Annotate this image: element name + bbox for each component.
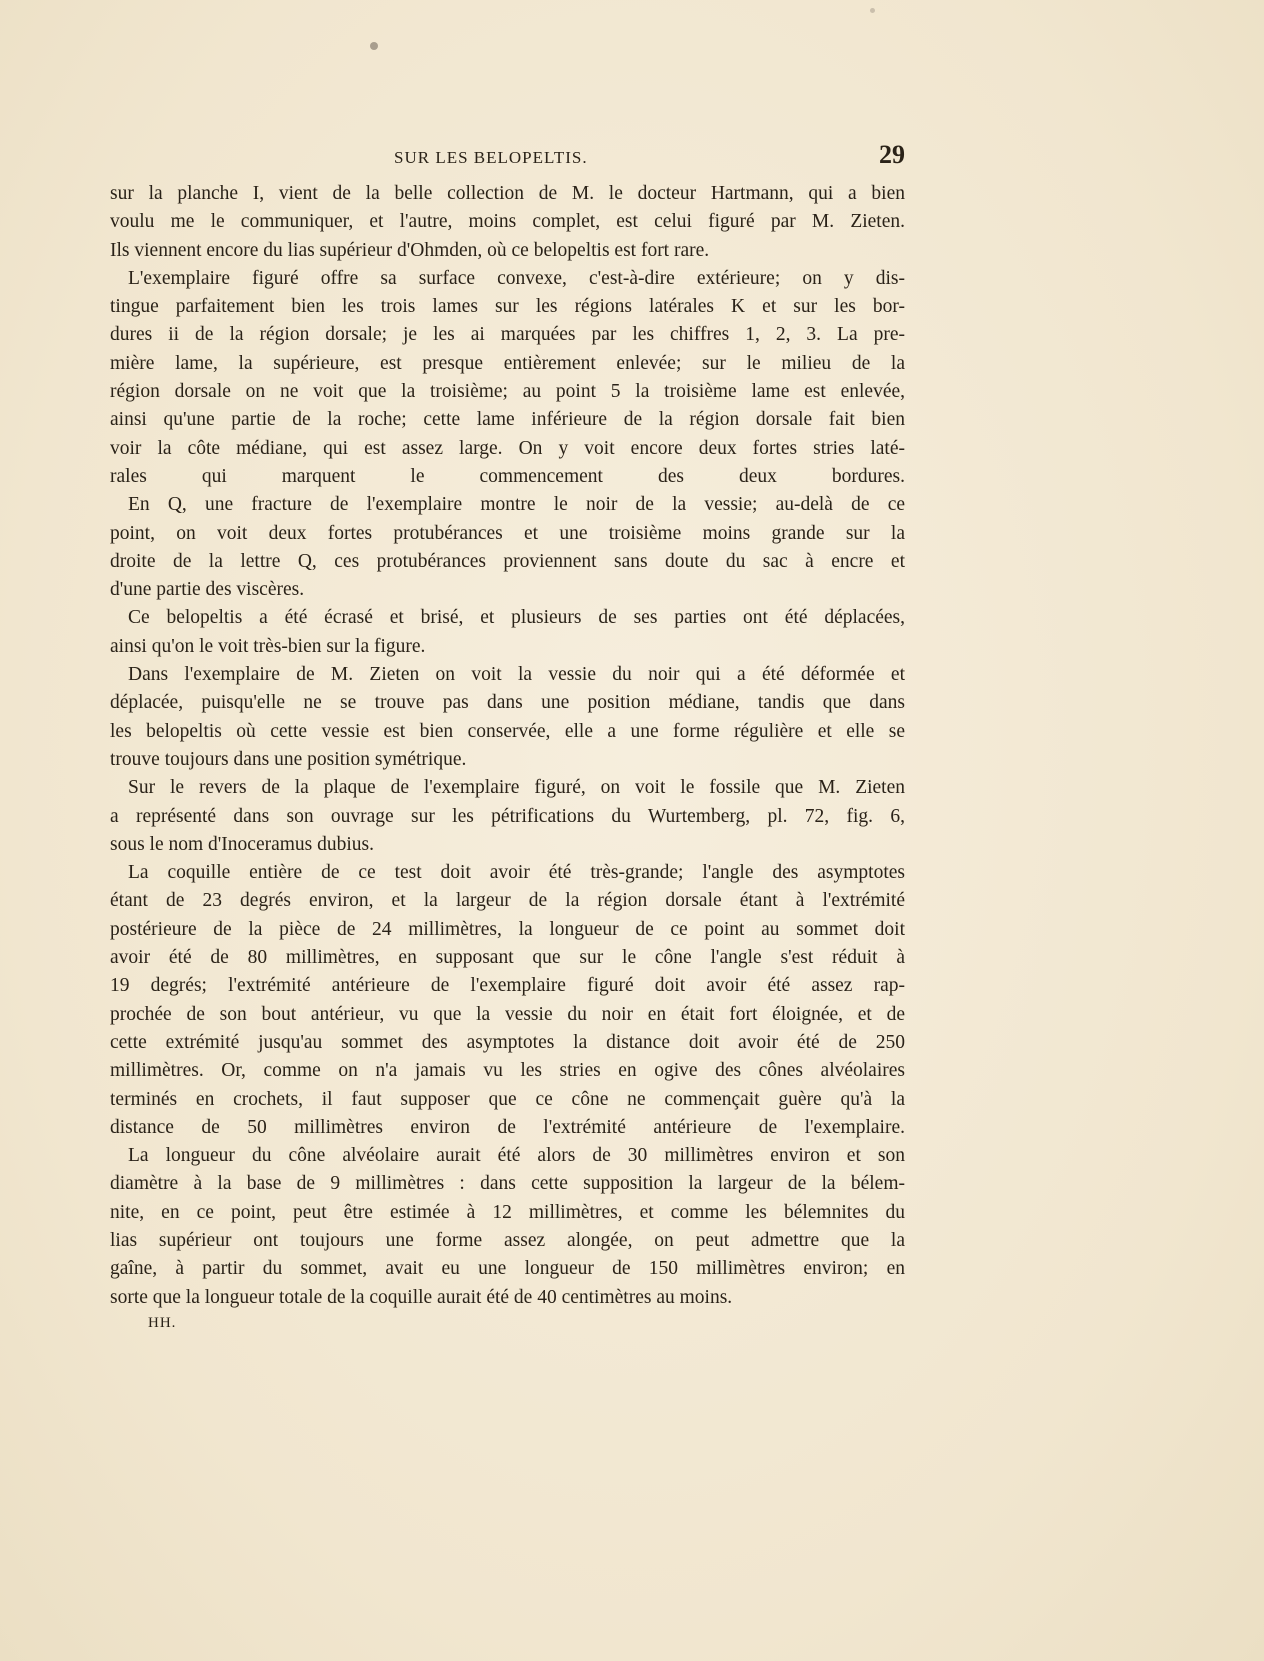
text-line: ainsi qu'une partie de la roche; cette lame inférieure de la région dorsale fait bien — [110, 409, 905, 431]
text-line: L'exemplaire figuré offre sa surface convexe, c'est-à-dire extérieure; on y dis- — [128, 267, 905, 289]
text-line: région dorsale on ne voit que la troisième; au point 5 la troisième lame est enlevée, — [110, 381, 905, 403]
page-header — [110, 140, 905, 176]
text-line: La coquille entière de ce test doit avoir été très-grande; l'angle des asymptotes — [128, 862, 905, 884]
text-line: trouve toujours dans une position symétrique. — [110, 748, 467, 770]
running-title: SUR LES BELOPELTIS. — [394, 148, 588, 167]
page-number: 29 — [879, 140, 905, 169]
text-line: nite, en ce point, peut être estimée à 12 millimètres, et comme les bélemnites du — [110, 1201, 905, 1223]
text-line: ainsi qu'on le voit très-bien sur la figure. — [110, 635, 426, 657]
text-line: dures ii de la région dorsale; je les ai marquées par les chiffres 1, 2, 3. La pre- — [110, 324, 905, 346]
text-line: les belopeltis où cette vessie est bien conservée, elle a une forme régulière et elle se — [110, 720, 905, 742]
text-line: d'une partie des viscères. — [110, 579, 305, 601]
text-line: postérieure de la pièce de 24 millimètres, la longueur de ce point au sommet doit — [110, 918, 905, 940]
text-line: Dans l'exemplaire de M. Zieten on voit la vessie du noir qui a été déformée et — [128, 664, 905, 686]
text-line: En Q, une fracture de l'exemplaire montre le noir de la vessie; au-delà de ce — [128, 494, 905, 516]
text-line: distance de 50 millimètres environ de l'extrémité antérieure de l'exemplaire. — [110, 1116, 905, 1138]
text-line: lias supérieur ont toujours une forme assez alongée, on peut admettre que la — [110, 1229, 905, 1251]
text-line: diamètre à la base de 9 millimètres : dans cette supposition la largeur de la bélem- — [110, 1173, 905, 1195]
body-text — [110, 180, 905, 1334]
ink-spot — [370, 42, 378, 50]
text-line: point, on voit deux fortes protubérances et une troisième moins grande sur la — [110, 522, 905, 544]
text-line: millimètres. Or, comme on n'a jamais vu les stries en ogive des cônes alvéolaires — [110, 1060, 905, 1082]
text-line: Ils viennent encore du lias supérieur d'Ohmden, où ce belopeltis est fort rare. — [110, 239, 710, 261]
text-line: sur la planche I, vient de la belle collection de M. le docteur Hartmann, qui a bien — [110, 183, 905, 204]
text-line: voulu me le communiquer, et l'autre, moins complet, est celui figuré par M. Zieten. — [110, 211, 905, 233]
text-line: prochée de son bout antérieur, vu que la vessie du noir en était fort éloignée, et de — [110, 1003, 905, 1025]
ink-spot — [870, 8, 875, 13]
text-line: voir la côte médiane, qui est assez large. On y voit encore deux fortes stries laté- — [110, 437, 905, 459]
signature-mark: HH. — [148, 1314, 177, 1331]
text-line: avoir été de 80 millimètres, en supposant que sur le cône l'angle s'est réduit à — [110, 947, 905, 969]
text-line: déplacée, puisqu'elle ne se trouve pas dans une position médiane, tandis que dans — [110, 692, 905, 714]
text-line: Sur le revers de la plaque de l'exemplaire figuré, on voit le fossile que M. Zieten — [128, 777, 905, 799]
text-line: mière lame, la supérieure, est presque entièrement enlevée; sur le milieu de la — [110, 352, 905, 374]
text-line: gaîne, à partir du sommet, avait eu une longueur de 150 millimètres environ; en — [110, 1258, 905, 1280]
text-line: sorte que la longueur totale de la coquille aurait été de 40 centimètres au moins. — [110, 1286, 733, 1308]
text-line: étant de 23 degrés environ, et la largeur de la région dorsale étant à l'extrémité — [110, 890, 905, 912]
text-line: terminés en crochets, il faut supposer que ce cône ne commençait guère qu'à la — [110, 1088, 905, 1110]
text-line: rales qui marquent le commencement des deux bordures. — [110, 465, 905, 487]
text-line: droite de la lettre Q, ces protubérances proviennent sans doute du sac à encre et — [110, 550, 905, 572]
text-line: a représenté dans son ouvrage sur les pétrifications du Wurtemberg, pl. 72, fig. 6, — [110, 805, 905, 827]
text-line: La longueur du cône alvéolaire aurait été alors de 30 millimètres environ et son — [128, 1145, 905, 1167]
text-line: tingue parfaitement bien les trois lames sur les régions latérales K et sur les bor- — [110, 296, 905, 318]
text-line: 19 degrés; l'extrémité antérieure de l'exemplaire figuré doit avoir été assez rap- — [110, 975, 905, 997]
text-line: Ce belopeltis a été écrasé et brisé, et plusieurs de ses parties ont été déplacées, — [128, 607, 905, 629]
text-line: sous le nom d'Inoceramus dubius. — [110, 833, 375, 855]
text-line: cette extrémité jusqu'au sommet des asymptotes la distance doit avoir été de 250 — [110, 1031, 905, 1053]
